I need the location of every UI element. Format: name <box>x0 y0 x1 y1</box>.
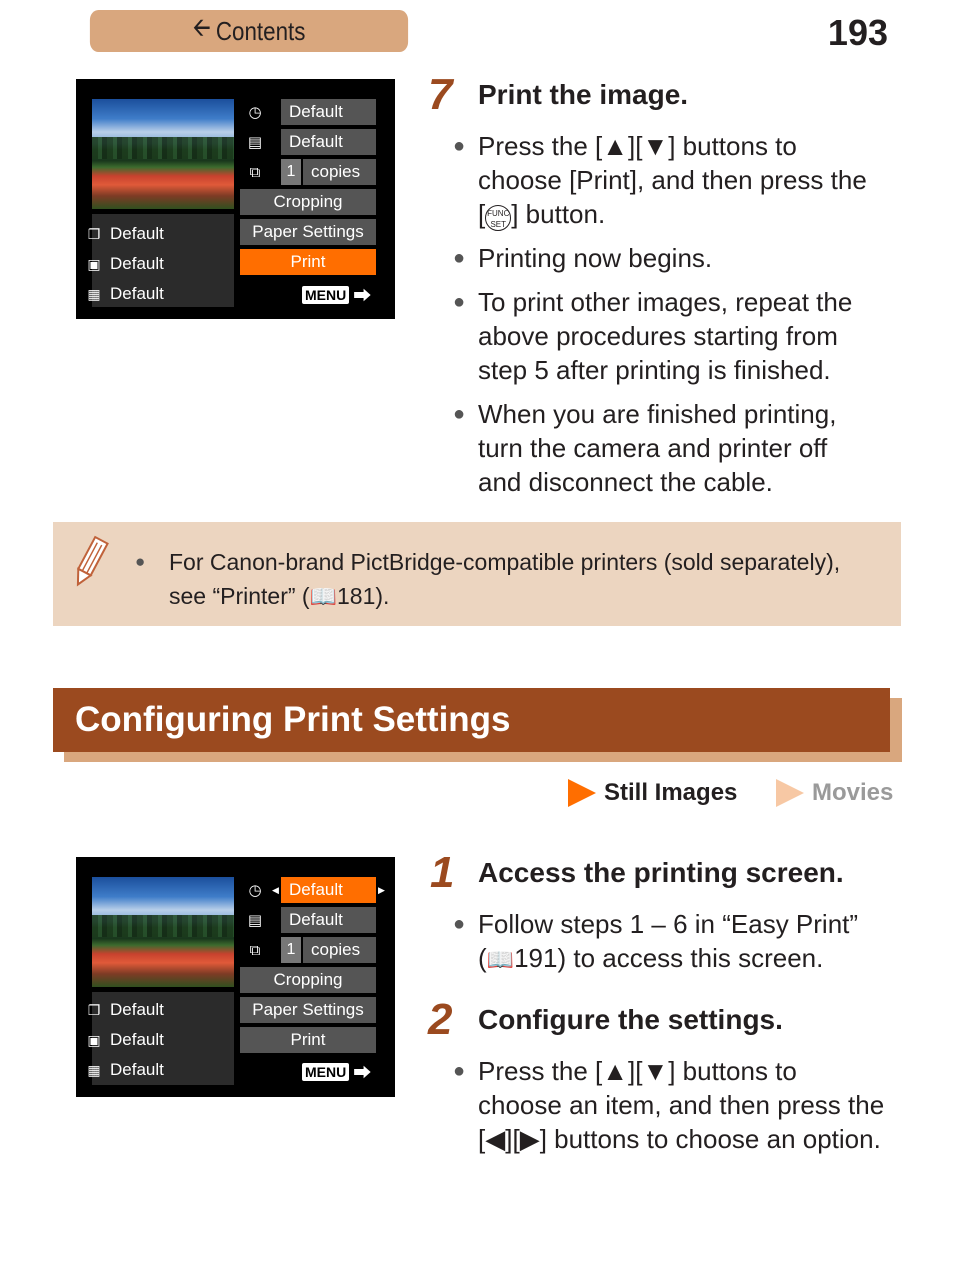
left-arrow-icon: ◀ <box>272 885 279 895</box>
step-7-bullet-3: ● To print other images, repeat the above procedures starting from step 5 after printing is finished. <box>453 287 853 385</box>
paper-type-icon: ▣ <box>87 255 101 272</box>
date-icon: ◷ <box>248 104 262 121</box>
step-7-bullet-4: ● When you are finished printing, turn the camera and printer off and disconnect the cable. <box>453 399 837 497</box>
contents-button[interactable] <box>90 10 408 52</box>
pencil-icon <box>68 534 114 595</box>
book-icon: 📖 <box>486 947 515 972</box>
section-title: Configuring Print Settings <box>75 700 511 739</box>
copies-label: copies <box>303 937 376 963</box>
paper-settings-item: Paper Settings <box>240 219 376 245</box>
return-icon: ⮕ <box>353 286 372 306</box>
up-arrow-icon: ▲ <box>602 1056 629 1086</box>
paper-type-row: ▣ Default <box>84 1025 214 1055</box>
step-2-number: 2 <box>428 995 453 1044</box>
menu-badge: MENU <box>302 286 349 304</box>
func-set-icon: FUNC SET <box>485 205 511 231</box>
step-1-bullet-1: ● Follow steps 1 – 6 in “Easy Print” (📖191) to access this screen. <box>453 909 859 973</box>
preview-photo <box>92 877 234 987</box>
step-1-title: Access the printing screen. <box>478 857 844 888</box>
down-arrow-icon: ▼ <box>642 131 669 161</box>
step-2-title: Configure the settings. <box>478 1004 783 1035</box>
step-2-bullet-1: ● Press the [▲][▼] buttons to choose an item, and then press the [◀][▶] buttons to choose an option. <box>453 1056 885 1154</box>
paper-settings-item: Paper Settings <box>240 997 376 1023</box>
up-arrow-icon: ▲ <box>602 131 629 161</box>
bullet-dot: ● <box>453 403 466 425</box>
book-icon: 📖 <box>309 584 337 609</box>
right-arrow-icon: ▶ <box>519 1124 540 1154</box>
copies-icon: ⧉ <box>249 163 261 181</box>
image-optimize-value: Default <box>281 129 376 155</box>
step-7-number: 7 <box>428 70 453 119</box>
filter-still-images: Still Images <box>568 779 737 807</box>
menu-badge: MENU <box>302 1063 349 1081</box>
play-triangle-icon <box>776 779 804 807</box>
cropping-item: Cropping <box>240 967 376 993</box>
step-1-number: 1 <box>430 848 455 897</box>
date-value: Default <box>281 99 376 125</box>
copies-number: 1 <box>281 159 301 185</box>
print-item: Print <box>240 249 376 275</box>
bullet-dot: ● <box>453 913 466 935</box>
camera-screen-print <box>76 79 395 319</box>
filter-movies: Movies <box>776 779 893 807</box>
preview-photo <box>92 99 234 209</box>
paper-size-row: ❐ Default <box>84 219 214 249</box>
copies-label: copies <box>303 159 376 185</box>
down-arrow-icon: ▼ <box>642 1056 669 1086</box>
paper-size-icon: ❐ <box>87 225 101 242</box>
menu-back-hint <box>302 284 382 306</box>
layout-row: ▦ Default <box>84 279 214 309</box>
note-text: ● For Canon-brand PictBridge-compatible printers (sold separately), see “Printer” (📖181). <box>117 545 887 614</box>
copies-number: 1 <box>281 937 301 963</box>
layout-icon: ▦ <box>87 1061 101 1078</box>
date-value: Default <box>281 877 376 903</box>
bullet-dot: ● <box>453 135 466 157</box>
paper-size-icon: ❐ <box>87 1001 101 1018</box>
layout-row: ▦ Default <box>84 1055 214 1085</box>
right-arrow-icon: ▶ <box>378 885 385 895</box>
date-icon: ◷ <box>248 882 262 899</box>
image-optimize-icon: ▤ <box>247 134 263 151</box>
contents-label: Contents <box>215 15 306 46</box>
step-7-bullet-1: ● Press the [▲][▼] buttons to choose [Print], and then press the [ FUNC SET ] button. <box>453 131 867 229</box>
copies-icon: ⧉ <box>249 941 261 959</box>
play-triangle-icon <box>568 779 596 807</box>
menu-back-hint <box>302 1061 382 1083</box>
print-item: Print <box>240 1027 376 1053</box>
step-7-title: Print the image. <box>478 79 689 110</box>
return-icon: ⮕ <box>353 1063 372 1083</box>
page-number: 193 <box>827 12 888 53</box>
paper-type-icon: ▣ <box>87 1031 101 1048</box>
left-arrow-icon: ◀ <box>485 1124 506 1154</box>
bullet-dot: ● <box>453 1060 466 1082</box>
paper-size-row: ❐ Default <box>84 995 214 1025</box>
bullet-dot: ● <box>453 291 466 313</box>
bullet-dot: ● <box>453 247 466 269</box>
image-optimize-icon: ▤ <box>247 912 263 929</box>
arrow-left-icon: 🡨 <box>192 12 211 42</box>
layout-icon: ▦ <box>87 285 101 302</box>
bullet-dot: ● <box>135 552 146 571</box>
step-7-bullet-2: ● Printing now begins. <box>453 243 713 273</box>
paper-type-row: ▣ Default <box>84 249 214 279</box>
section-heading <box>53 688 890 752</box>
camera-screen-settings <box>76 857 395 1097</box>
image-optimize-value: Default <box>281 907 376 933</box>
cropping-item: Cropping <box>240 189 376 215</box>
